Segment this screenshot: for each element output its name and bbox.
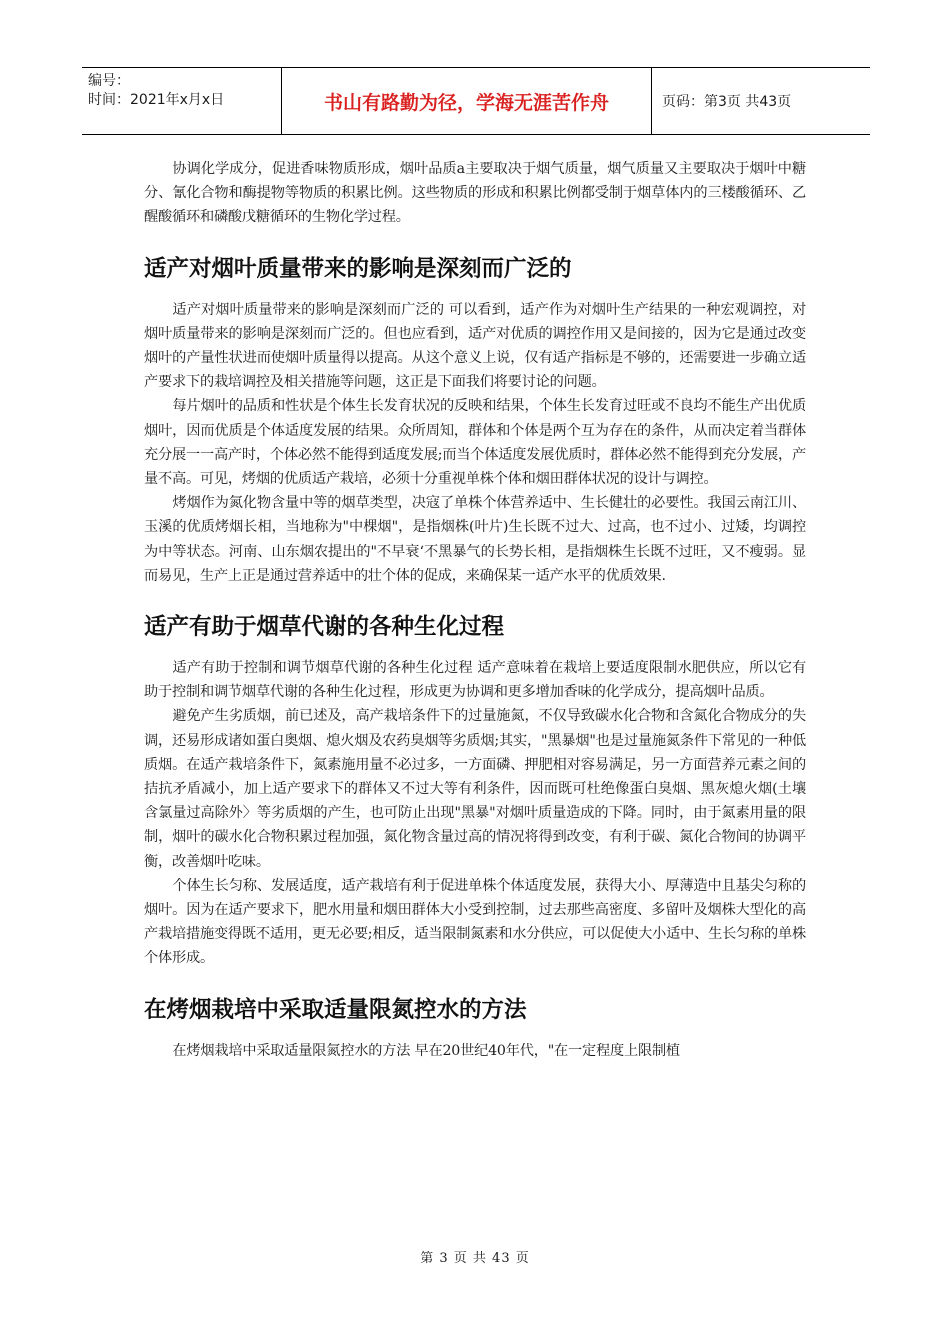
paragraph: 每片烟叶的品质和性状是个体生长发育状况的反映和结果，个体生长发育过旺或不良均不能生产出优质烟叶，因而优质是个体适度发展的结果。众所周知，群体和个体是两个互为存在的条件，从而决定着当群体充分展一一高产时，个体必然不能得到适度发展;而当个体适度发展优质时，群体必然不能得到充分发展，产量不高。可见，烤烟的优质适产栽培，必须十分重视单株个体和烟田群体状况的设计与调控。 (144, 398, 806, 488)
doc-number-label: 编号： (88, 73, 130, 89)
header-motto: 书山有路勤为径，学海无涯苦作舟 (282, 68, 652, 134)
date-line: 时间：2021年x月x日 (88, 92, 225, 108)
paragraph: 烤烟作为氮化物含量中等的烟草类型，决寇了单株个体营养适中、生长健壮的必要性。我国云南江川、玉溪的优质烤烟长相，当地称为"中棵烟"，是指烟株(叶片)生长既不过大、过高，也不过小、过矮，均调控为中等状态。河南、山东烟农提出的"不早衰‘不黑暴气的长势长相，是指烟株生长既不过旺，又不瘦弱。显而易见，生产上正是通过营养适中的壮个体的促成，来确保某一适产水平的优质效果. (144, 495, 806, 584)
section-heading: 适产对烟叶质量带来的影响是深刻而广泛的 (144, 255, 572, 282)
paragraph: 避免产生劣质烟，前已述及，高产栽培条件下的过量施氮，不仅导致碳水化合物和含氮化合物成分的失调，还易形成诸如蛋白奥烟、熄火烟及农药臭烟等劣质烟;其实，"黑暴烟"也是过量施氮条件下常见的一种低质烟。在适产栽培条件下，氮素施用量不必过多，一方面磷、押肥相对容易满足，另一方面营养元素之间的拮抗矛盾减小，加上适产要求下的群体又不过大等有利条件，因而既可杜绝像蛋白臭烟、黑灰熄火烟(土壤含氯量过高除外〉等劣质烟的产生，也可防止出现"黑暴"对烟叶质量造成的下降。同时，由于氮素用量的限制，烟叶的碳水化合物积累过程加强，氮化物含量过高的情况将得到改变，有利于碳、氮化合物间的协调平衡，改善烟叶吃味。 (144, 708, 806, 870)
section-heading: 适产有助于烟草代谢的各种生化过程 (144, 614, 505, 641)
header-page-info: 页码：第3页 共43页 (662, 94, 792, 110)
page-footer: 第 3 页 共 43 页 (420, 1251, 530, 1266)
paragraph: 适产对烟叶质量带来的影响是深刻而广泛的 可以看到，适产作为对烟叶生产结果的一种宏观调控，对烟叶质量带来的影响是深刻而广泛的。但也应看到，适产对优质的调控作用又是间接的，因为它是通过改变烟叶的产量性状进而使烟叶质量得以提高。从这个意义上说，仅有适产指标是不够的，还需要进一步确立适产要求下的栽培调控及相关措施等问题，这正是下面我们将要讨论的问题。 (144, 301, 806, 391)
paragraph: 协调化学成分，促进香味物质形成，烟叶品质a主要取决于烟气质量，烟气质量又主要取决于烟叶中糖分、氰化合物和酶提物等物质的积累比例。这些物质的形成和积累比例都受制于烟草体内的三楼酸循环、乙醒酸循环和磷酸戊糖循环的生物化学过程。 (144, 161, 806, 226)
paragraph: 在烤烟栽培中采取适量限氮控水的方法 早在20世纪40年代，"在一定程度上限制植 (172, 1042, 680, 1059)
paragraph: 个体生长匀称、发展适度，适产栽培有利于促进单株个体适度发展，获得大小、厚薄造中且基尖匀称的烟叶。因为在适产要求下，肥水用量和烟田群体大小受到控制，过去那些高密度、多留叶及烟株大型化的高产栽培措施变得既不适用，更无必要;相反，适当限制氮素和水分供应，可以促使大小适中、生长匀称的单株个体形成。 (144, 877, 806, 967)
header-meta (82, 68, 282, 134)
paragraph: 适产有助于控制和调节烟草代谢的各种生化过程 适产意味着在栽培上要适度限制水肥供应，所以它有助于控制和调节烟草代谢的各种生化过程，形成更为协调和更多增加香味的化学成分，提高烟叶品质。 (144, 660, 806, 701)
document-body (144, 157, 806, 1063)
section-heading: 在烤烟栽培中采取适量限氮控水的方法 (144, 996, 527, 1023)
page-header (82, 67, 870, 135)
